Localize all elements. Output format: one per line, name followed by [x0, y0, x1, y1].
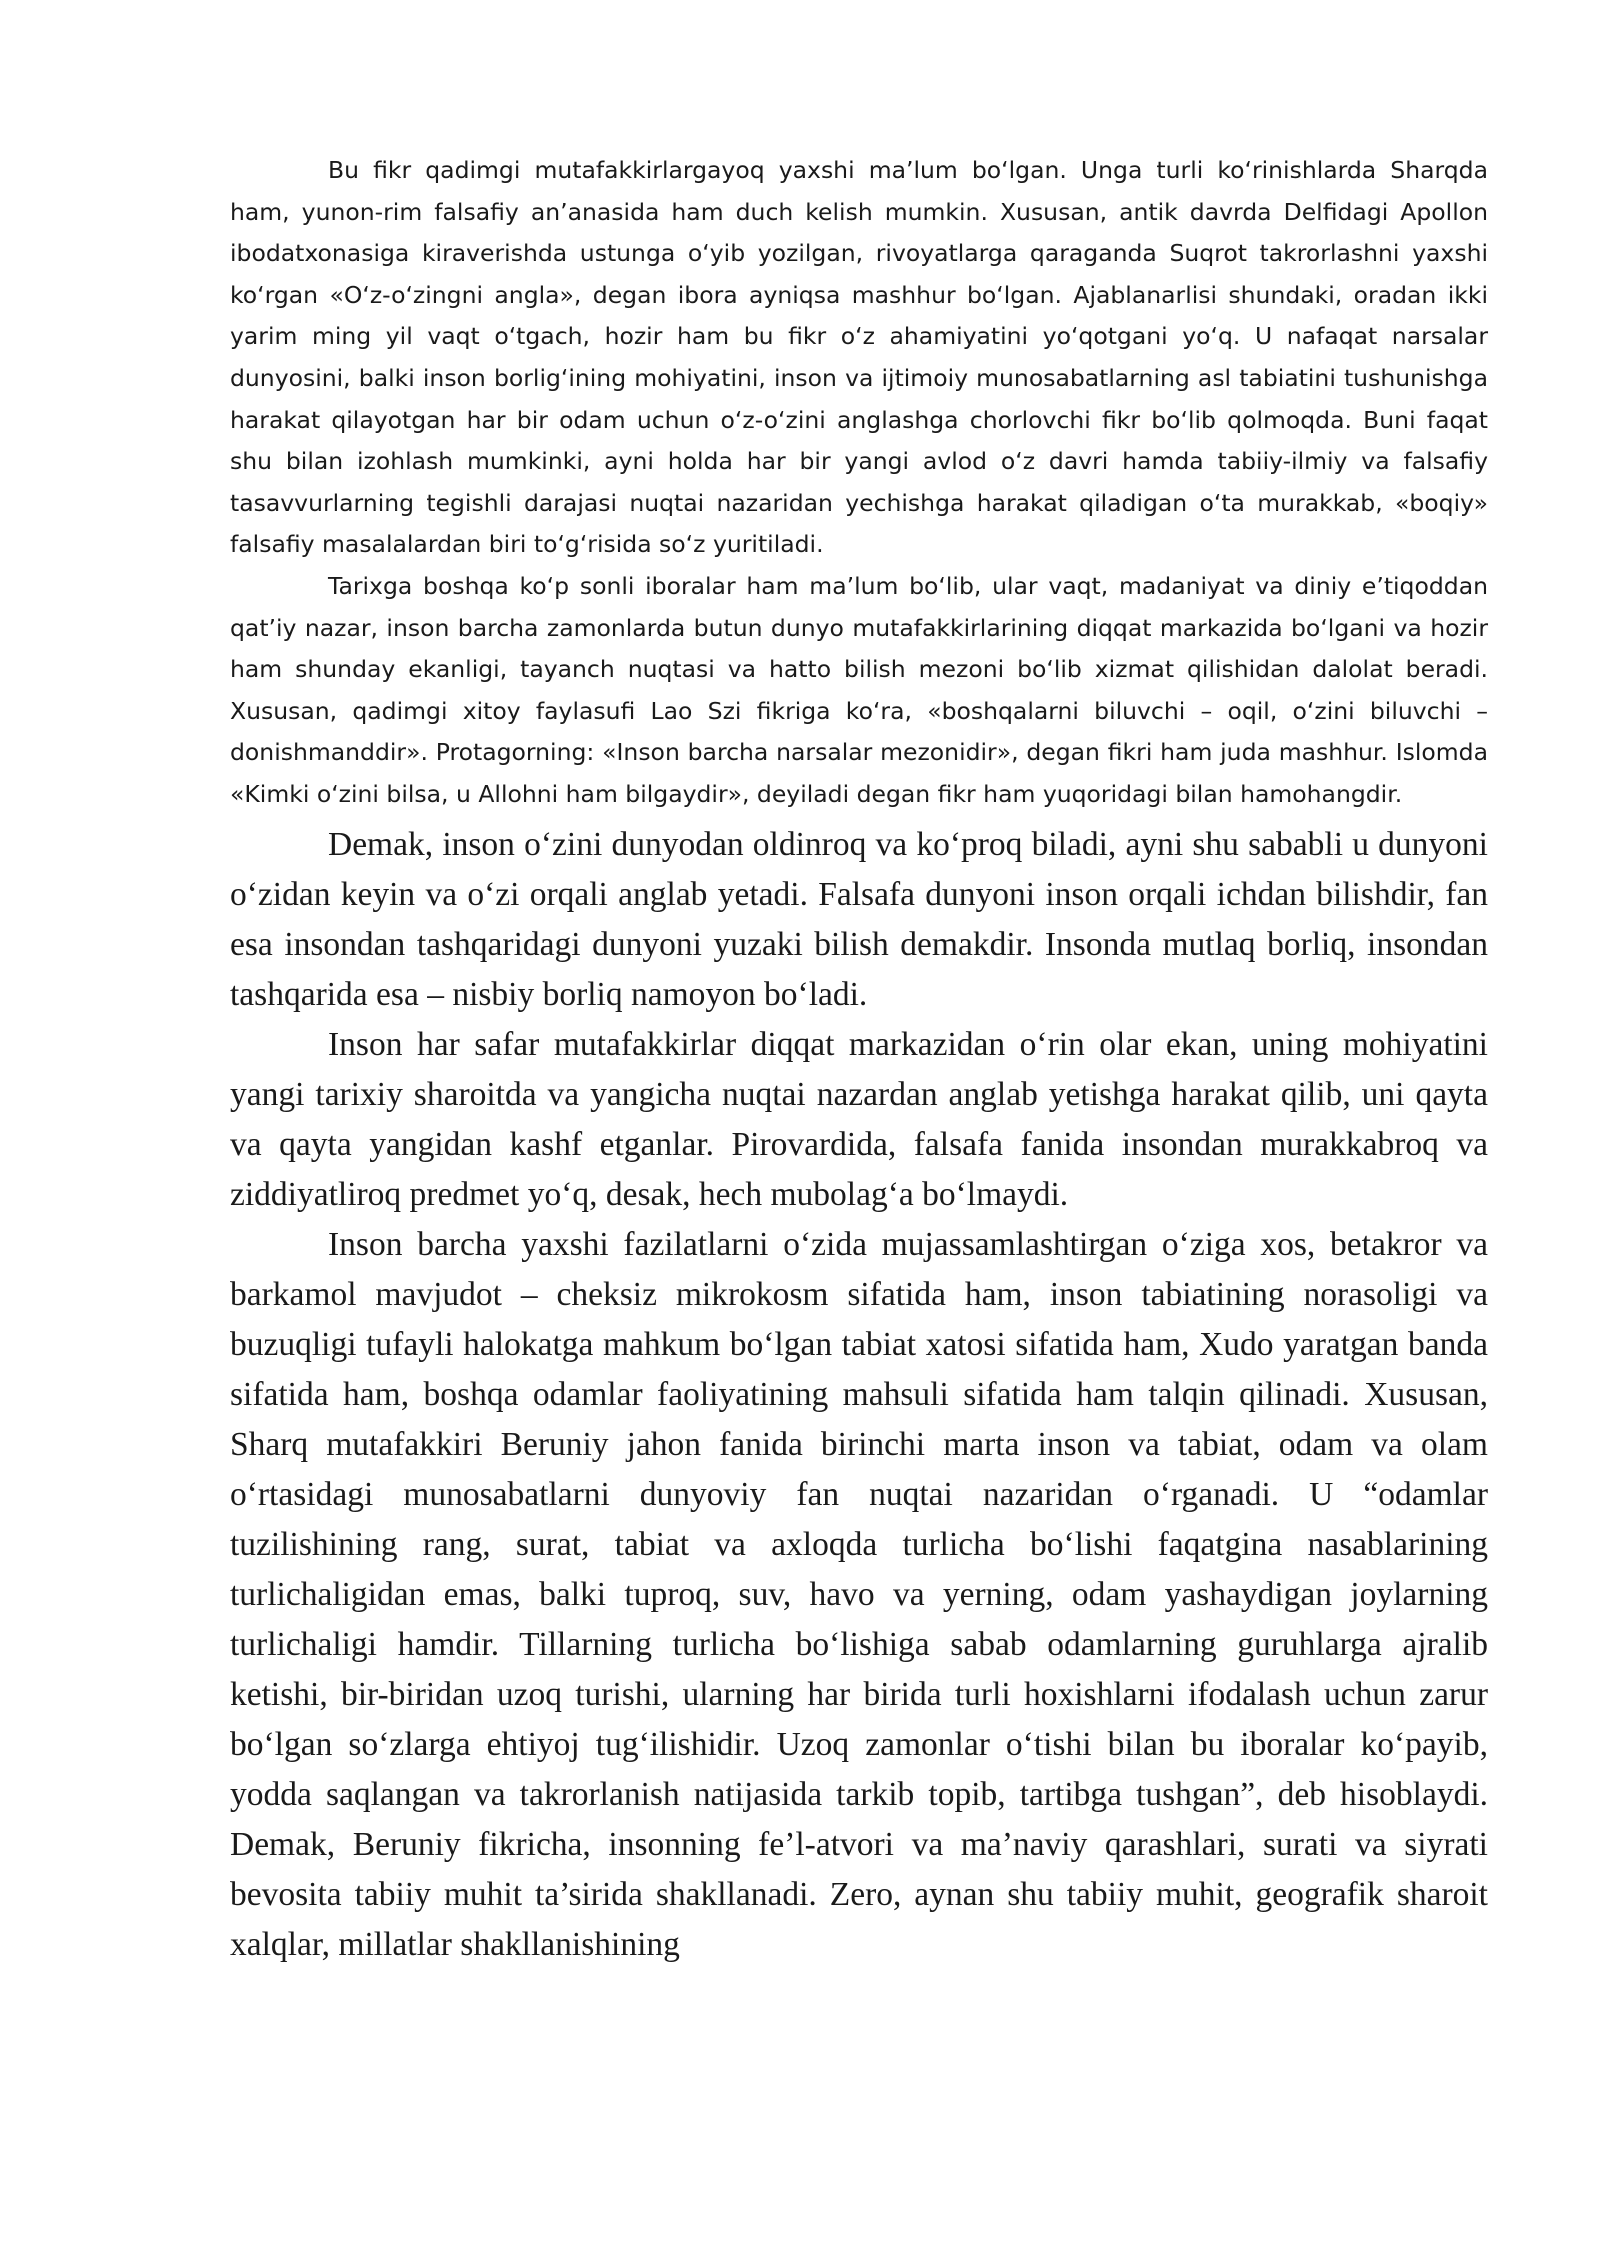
- document-body: [230, 150, 1488, 1970]
- paragraph: Bu fikr qadimgi mutafakkirlargayoq yaxshi ma’lum bo‘lgan. Unga turli ko‘rinishlarda Sharqda ham, yunon-rim falsafiy an’anasida ham duch kelish mumkin. Xususan, antik davrda Delfidagi Apollon ibodatxonasiga kiraverishda ustunga o‘yib yozilgan, rivoyatlarga qaraganda Suqrot takrorlashni yaxshi ko‘rgan «O‘z-o‘zingni angla», degan ibora ayniqsa mashhur bo‘lgan. Ajablanarlisi shundaki, oradan ikki yarim ming yil vaqt o‘tgach, hozir ham bu fikr o‘z ahamiyatini yo‘qotgani yo‘q. U nafaqat narsalar dunyosini, balki inson borlig‘ining mohiyatini, inson va ijtimoiy munosabatlarning asl tabiatini tushunishga harakat qilayotgan har bir odam uchun o‘z-o‘zini anglashga chorlovchi fikr bo‘lib qolmoqda. Buni faqat shu bilan izohlash mumkinki, ayni holda har bir yangi avlod o‘z davri hamda tabiiy-ilmiy va falsafiy tasavvurlarning tegishli darajasi nuqtai nazaridan yechishga harakat qiladigan o‘ta murakkab, «boqiy» falsafiy masalalardan biri to‘g‘risida so‘z yuritiladi.: [230, 156, 1488, 559]
- paragraph: Inson har safar mutafakkirlar diqqat markazidan o‘rin olar ekan, uning mohiyatini yangi tarixiy sharoitda va yangicha nuqtai nazardan anglab yetishga harakat qilib, uni qayta va qayta yangidan kashf etganlar. Pirovardida, falsafa fanida insondan murakkabroq va ziddiyatliroq predmet yo‘q, desak, hech mubolag‘a bo‘lmaydi.: [230, 1025, 1488, 1213]
- paragraph: Inson barcha yaxshi fazilatlarni o‘zida mujassamlashtirgan o‘ziga xos, betakror va barkamol mavjudot – cheksiz mikrokosm sifatida ham, inson tabiatining norasoligi va buzuqligi tufayli halokatga mahkum bo‘lgan tabiat xatosi sifatida ham, Xudo yaratgan banda sifatida ham, boshqa odamlar faoliyatining mahsuli sifatida ham talqin qilinadi. Xususan, Sharq mutafakkiri Beruniy jahon fanida birinchi marta inson va tabiat, odam va olam o‘rtasidagi munosabatlarni dunyoviy fan nuqtai nazaridan o‘rganadi. U “odamlar tuzilishining rang, surat, tabiat va axloqda turlicha bo‘lishi faqatgina nasablarining turlichaligidan emas, balki tuproq, suv, havo va yerning, odam yashaydigan joylarning turlichaligi hamdir. Tillarning turlicha bo‘lishiga sabab odamlarning guruhlarga ajralib ketishi, bir-biridan uzoq turishi, ularning har birida turli hoxishlarni ifodalash uchun zarur bo‘lgan so‘zlarga ehtiyoj tug‘ilishidir. Uzoq zamonlar o‘tishi bilan bu iboralar ko‘payib, yodda saqlangan va takrorlanish natijasida tarkib topib, tartibga tushgan”, deb hisoblaydi. Demak, Beruniy fikricha, insonning fe’l-atvori va ma’naviy qarashlari, surati va siyrati bevosita tabiiy muhit ta’sirida shakllanadi. Zero, aynan shu tabiiy muhit, geografik sharoit xalqlar, millatlar shakllanishining: [230, 1225, 1488, 1963]
- paragraph: Tarixga boshqa ko‘p sonli iboralar ham ma’lum bo‘lib, ular vaqt, madaniyat va diniy e’tiqoddan qat’iy nazar, inson barcha zamonlarda butun dunyo mutafakkirlarining diqqat markazida bo‘lgani va hozir ham shunday ekanligi, tayanch nuqtasi va hatto bilish mezoni bo‘lib xizmat qilishidan dalolat beradi. Xususan, qadimgi xitoy faylasufi Lao Szi fikriga ko‘ra, «boshqalarni biluvchi – oqil, o‘zini biluvchi – donishmanddir». Protagorning: «Inson barcha narsalar mezonidir», degan fikri ham juda mashhur. Islomda «Kimki o‘zini bilsa, u Allohni ham bilgaydir», deyiladi degan fikr ham yuqoridagi bilan hamohangdir.: [230, 571, 1488, 808]
- paragraph: Demak, inson o‘zini dunyodan oldinroq va ko‘proq biladi, ayni shu sababli u dunyoni o‘zidan keyin va o‘zi orqali anglab yetadi. Falsafa dunyoni inson orqali ichdan bilishdir, fan esa insondan tashqaridagi dunyoni yuzaki bilish demakdir. Insonda mutlaq borliq, insondan tashqarida esa – nisbiy borliq namoyon bo‘ladi.: [230, 825, 1488, 1013]
